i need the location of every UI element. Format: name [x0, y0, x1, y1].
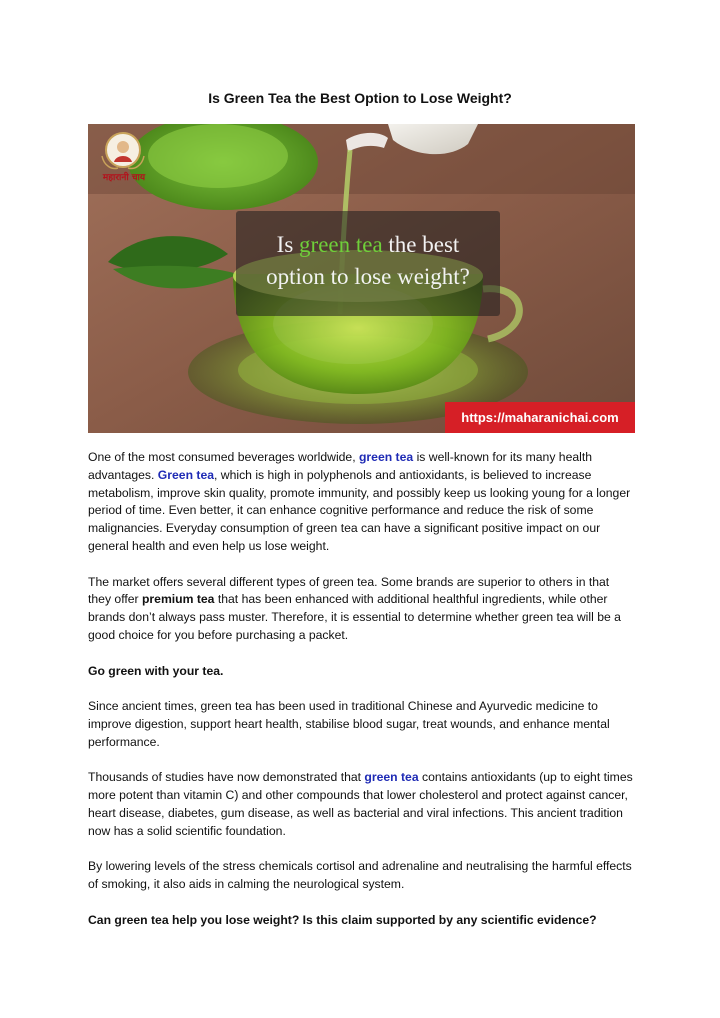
paragraph-stress: By lowering levels of the stress chemicals cortisol and adrenaline and neutralising the harmful effects of smoking, it also aids in calming the neurological system. [88, 859, 632, 892]
paragraph-intro [88, 449, 634, 556]
hero-caption-line2: option to lose weight? [266, 264, 470, 289]
heading-text: Go green with your tea. [88, 663, 224, 678]
section-heading [88, 912, 634, 930]
page-title: Is Green Tea the Best Option to Lose Weight? [208, 90, 512, 106]
caption-accent: green tea [299, 232, 383, 257]
keyword-link[interactable]: green tea [364, 770, 419, 785]
text: Thousands of studies have now demonstrated that [88, 770, 365, 785]
brand-logo [88, 130, 158, 188]
caption-part2: the best [382, 232, 460, 257]
heading-text: Can green tea help you lose weight? Is this claim supported by any scientific evidence? [88, 912, 597, 927]
hero-caption [236, 211, 500, 316]
text: is well-known for its many health advantages. [88, 450, 593, 482]
url-badge[interactable]: https://maharanichai.com [445, 402, 635, 433]
text: One of the most consumed beverages worldwide, [88, 450, 359, 464]
logo-text: महारानी चाय [102, 173, 146, 183]
caption-part1: Is [276, 232, 300, 257]
text: that has been enhanced with additional healthful ingredients, while other brands don’t always pass muster. Therefore, it is essential to determine whether green tea will be a good choice for you before purchasing a packet. [88, 592, 621, 642]
text: contains antioxidants (up to eight times more potent than vitamin C) and other compounds that lower cholesterol and protect against cancer, heart disease, diabetes, gum disease, as well as bacterial and viral infections. This ancient tradition now has a solid scientific foundation. [88, 770, 633, 838]
paragraph-ancient: Since ancient times, green tea has been used in traditional Chinese and Ayurvedic medicine to improve digestion, support heart health, stabilise blood sugar, treat wounds, and enhance mental performance. [88, 699, 610, 749]
hero-caption-line1 [236, 229, 500, 261]
text: The market offers several different types of green tea. Some brands are superior to others in that they offer [88, 574, 610, 607]
section-heading [88, 663, 634, 681]
paragraph-studies [88, 769, 634, 840]
keyword-link[interactable]: green tea [358, 450, 414, 464]
keyword-bold: premium tea [141, 592, 215, 607]
hero-image [88, 124, 635, 433]
text: , which is high in polyphenols and antioxidants, is believed to increase metabolism, improve skin quality, promote immunity, and possibly keep us looking young for a longer period of time. Even better, it can enhance cognitive performance and reduce the risk of some malignancies. Everyday consumption of green tea can have a significant positive impact on our general health and even help us lose weight. [88, 467, 631, 553]
keyword-link[interactable]: Green tea [157, 467, 215, 482]
paragraph-market [88, 574, 634, 645]
article-body [88, 449, 634, 947]
